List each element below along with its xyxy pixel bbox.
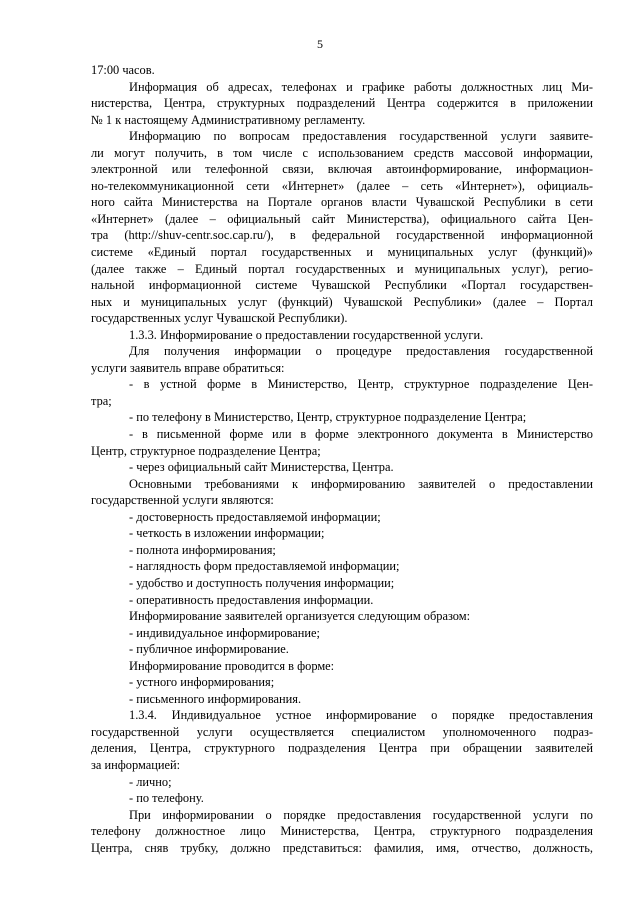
text-line: телефону должностное лицо Министерства, Центра, структурного подразделения	[91, 824, 593, 839]
text-line: 1.3.4. Индивидуальное устное информирование о порядке предоставления	[129, 708, 593, 723]
text-line: 1.3.3. Информирование о предоставлении государственной услуги.	[129, 327, 484, 342]
page-number: 5	[317, 37, 323, 51]
text-line: - наглядность форм предоставляемой информации;	[129, 559, 400, 574]
text-line: - индивидуальное информирование;	[129, 625, 321, 640]
text-line: При информировании о порядке предоставления государственной услуги по	[129, 807, 593, 822]
text-line: - устного информирования;	[129, 675, 275, 690]
text-line: 17:00 часов.	[91, 63, 155, 77]
text-line: нистерства, Центра, структурных подразделений Центра содержится в приложении	[91, 96, 593, 111]
text-line: - по телефону в Министерство, Центр, структурное подразделение Центра;	[129, 410, 527, 425]
text-line: услуги заявитель вправе обратиться:	[91, 360, 285, 375]
text-line: - публичное информирование.	[129, 642, 289, 657]
text-line: Информацию по вопросам предоставления государственной услуги заявите-	[129, 129, 593, 144]
text-line: - через официальный сайт Министерства, Центра.	[129, 460, 394, 475]
text-line: - оперативность предоставления информации.	[129, 592, 374, 607]
text-line: - в письменной форме или в форме электронного документа в Министерство	[129, 427, 593, 442]
text-line: Основными требованиями к информированию заявителей о предоставлении	[129, 476, 593, 491]
text-line: электронной или телефонной связи, включая автоинформирование, информацион-	[91, 162, 593, 177]
text-line: - письменного информирования.	[129, 691, 302, 706]
text-line: ли могут получить, в том числе с использованием средств массовой информации,	[91, 145, 593, 160]
text-line: - лично;	[129, 774, 172, 789]
text-line: Информирование заявителей организуется следующим образом:	[129, 609, 471, 624]
text-line: Центра, сняв трубку, должно представиться: фамилия, имя, отчество, должность,	[91, 840, 593, 855]
text-line: тра (http://shuv-centr.soc.cap.ru/), в федеральной государственной информационной	[91, 228, 593, 243]
text-line: (далее также – Единый портал государственных и муниципальных услуг), регио-	[91, 261, 593, 276]
text-line: «Интернет» (далее – официальный сайт Министерства), официального сайта Цен-	[91, 211, 593, 226]
text-line: Центр, структурное подразделение Центра;	[91, 443, 321, 458]
text-line: государственных услуг Чувашской Республики).	[91, 311, 348, 326]
text-line: № 1 к настоящему Административному регламенту.	[91, 112, 366, 127]
text-line: государственной услуги являются:	[91, 493, 274, 508]
text-line: системе «Единый портал государственных и муниципальных услуг (функций)»	[91, 245, 593, 260]
text-line: государственной услуги осуществляется специалистом уполномоченного подраз-	[91, 724, 593, 739]
text-line: за информацией:	[91, 757, 181, 772]
text-line: - по телефону.	[129, 791, 204, 806]
text-line: ных и муниципальных услуг (функций) Чувашской Республики» (далее – Портал	[91, 294, 593, 309]
text-line: - достоверность предоставляемой информации;	[129, 509, 381, 524]
text-line: нальной информационной системе Чувашской Республики «Портал государствен-	[91, 278, 593, 293]
text-line: Информирование проводится в форме:	[129, 658, 335, 673]
text-line: но-телекоммуникационной сети «Интернет» (далее – сеть «Интернет»), официаль-	[91, 178, 593, 193]
document-body	[91, 62, 593, 856]
text-line: Для получения информации о процедуре предоставления государственной	[129, 344, 593, 359]
text-line: - полнота информирования;	[129, 542, 276, 557]
text-line: деления, Центра, структурного подразделения Центра при обращении заявителей	[91, 741, 593, 756]
text-line: - четкость в изложении информации;	[129, 526, 325, 541]
text-line: Информация об адресах, телефонах и графике работы должностных лиц Ми-	[129, 79, 593, 94]
text-line: ного сайта Министерства на Портале органов власти Чувашской Республики в сети	[91, 195, 593, 210]
text-line: - в устной форме в Министерство, Центр, структурное подразделение Цен-	[129, 377, 593, 392]
text-line: - удобство и доступность получения информации;	[129, 575, 395, 590]
text-line: тра;	[91, 393, 112, 408]
